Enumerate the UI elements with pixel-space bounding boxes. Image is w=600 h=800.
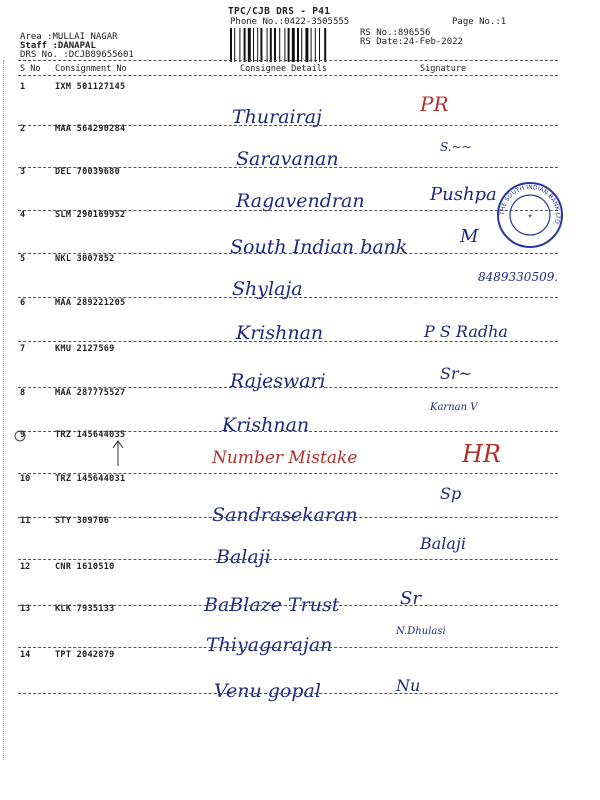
rs-date: RS Date:24-Feb-2022 [360, 37, 463, 47]
row-sno: 5 [20, 254, 26, 264]
row-signature: Nu [396, 676, 421, 695]
row-consignment-no: MAA 289221205 [55, 298, 126, 308]
row-consignee-handwritten: Shylaja [232, 278, 303, 300]
row-signature: Sr [400, 588, 421, 609]
row-signature: HR [462, 440, 501, 468]
row-signature: M [460, 226, 479, 247]
rs-number: RS No.:896556 [360, 28, 431, 38]
row-consignment-no: KMU 2127569 [55, 344, 115, 354]
row-sno: 12 [20, 562, 31, 572]
row-sno: 2 [20, 124, 26, 134]
row-signature: Karnan V [430, 402, 478, 413]
svg-text:✦: ✦ [527, 211, 533, 220]
row-consignment-no: CNR 1610510 [55, 562, 115, 572]
row-consignment-no: DEL 70039680 [55, 167, 121, 177]
staff-field: Staff :DANAPAL [20, 41, 96, 51]
col-header-signature: Signature [420, 64, 467, 74]
row-signature: S.~~ [440, 140, 472, 154]
row-consignment-no: MAA 287775527 [55, 388, 126, 398]
col-header-consignment: Consignment No [55, 64, 127, 74]
row-consignee-handwritten: South Indian bank [230, 236, 408, 258]
col-header-consignee: Consignee Details [240, 64, 327, 74]
row-consignee-handwritten: Number Mistake [212, 448, 358, 468]
row-signature: 8489330509. [478, 270, 559, 284]
row-sno: 8 [20, 388, 26, 398]
row-consignee-handwritten: Krishnan [236, 322, 324, 344]
row-divider [18, 693, 558, 694]
phone-number: Phone No.:0422-3505555 [230, 17, 350, 27]
row-sno: 11 [20, 516, 31, 526]
column-header-divider [18, 75, 558, 76]
row-divider [18, 341, 558, 342]
circled-number-mark-icon [14, 430, 26, 442]
row-signature: Sr~ [440, 364, 473, 383]
row-divider [18, 559, 558, 560]
area-field: Area :MULLAI NAGAR [20, 32, 118, 42]
row-sno: 13 [20, 604, 31, 614]
row-signature: Balaji [420, 534, 467, 553]
row-consignee-handwritten: Venu gopal [214, 680, 321, 702]
row-consignment-no: SLM 290169952 [55, 210, 126, 220]
svg-text:THE SOUTH INDIAN BANK LTD: THE SOUTH INDIAN BANK LTD [498, 183, 562, 225]
row-sno: 10 [20, 474, 31, 484]
row-sno: 4 [20, 210, 26, 220]
row-signature: N.Dhulasi [396, 626, 446, 637]
row-consignee-handwritten: Saravanan [236, 148, 339, 170]
row-signature: PR [420, 92, 449, 116]
row-sno: 7 [20, 344, 26, 354]
row-consignment-no: NKL 3007852 [55, 254, 115, 264]
col-header-sno: S No [20, 64, 41, 74]
page-number: Page No.:1 [452, 17, 507, 27]
row-consignment-no: KLK 7935133 [55, 604, 115, 614]
row-sno: 9 [20, 430, 26, 440]
row-signature: P S Radha [424, 322, 508, 341]
row-consignee-handwritten: Rajeswari [230, 370, 326, 392]
row-consignee-handwritten: Ragavendran [236, 190, 365, 212]
row-signature: Pushpa [430, 184, 497, 205]
row-signature: Sp [440, 484, 462, 503]
row-consignee-handwritten: BaBlaze Trust [204, 594, 340, 616]
row-consignee-handwritten: Krishnan [222, 414, 310, 436]
document-title: TPC/CJB DRS - P41 [228, 6, 331, 17]
row-consignee-handwritten: Sandrasekaran [212, 504, 358, 526]
left-margin-punch-marks [3, 60, 6, 760]
row-sno: 14 [20, 650, 31, 660]
row-divider [18, 647, 558, 648]
row-consignment-no: IXM 501127145 [55, 82, 126, 92]
row-sno: 6 [20, 298, 26, 308]
bank-seal-stamp [495, 180, 565, 250]
row-consignment-no: TPT 2042879 [55, 650, 115, 660]
row-consignee-handwritten: Thurairaj [232, 106, 322, 128]
row-sno: 3 [20, 167, 26, 177]
arrow-annotation-icon [108, 438, 128, 468]
row-consignee-handwritten: Balaji [216, 546, 271, 568]
drs-number: DRS No. :DCJB89655601 [20, 50, 134, 60]
row-consignee-handwritten: Thiyagarajan [206, 634, 333, 656]
row-consignment-no: MAA 564290284 [55, 124, 126, 134]
barcode-image [230, 28, 348, 62]
header-divider [18, 60, 558, 61]
row-consignment-no: TRZ 145644035 [55, 430, 126, 440]
row-consignment-no: STY 309706 [55, 516, 110, 526]
row-sno: 1 [20, 82, 26, 92]
row-consignment-no: TRZ 145644031 [55, 474, 126, 484]
